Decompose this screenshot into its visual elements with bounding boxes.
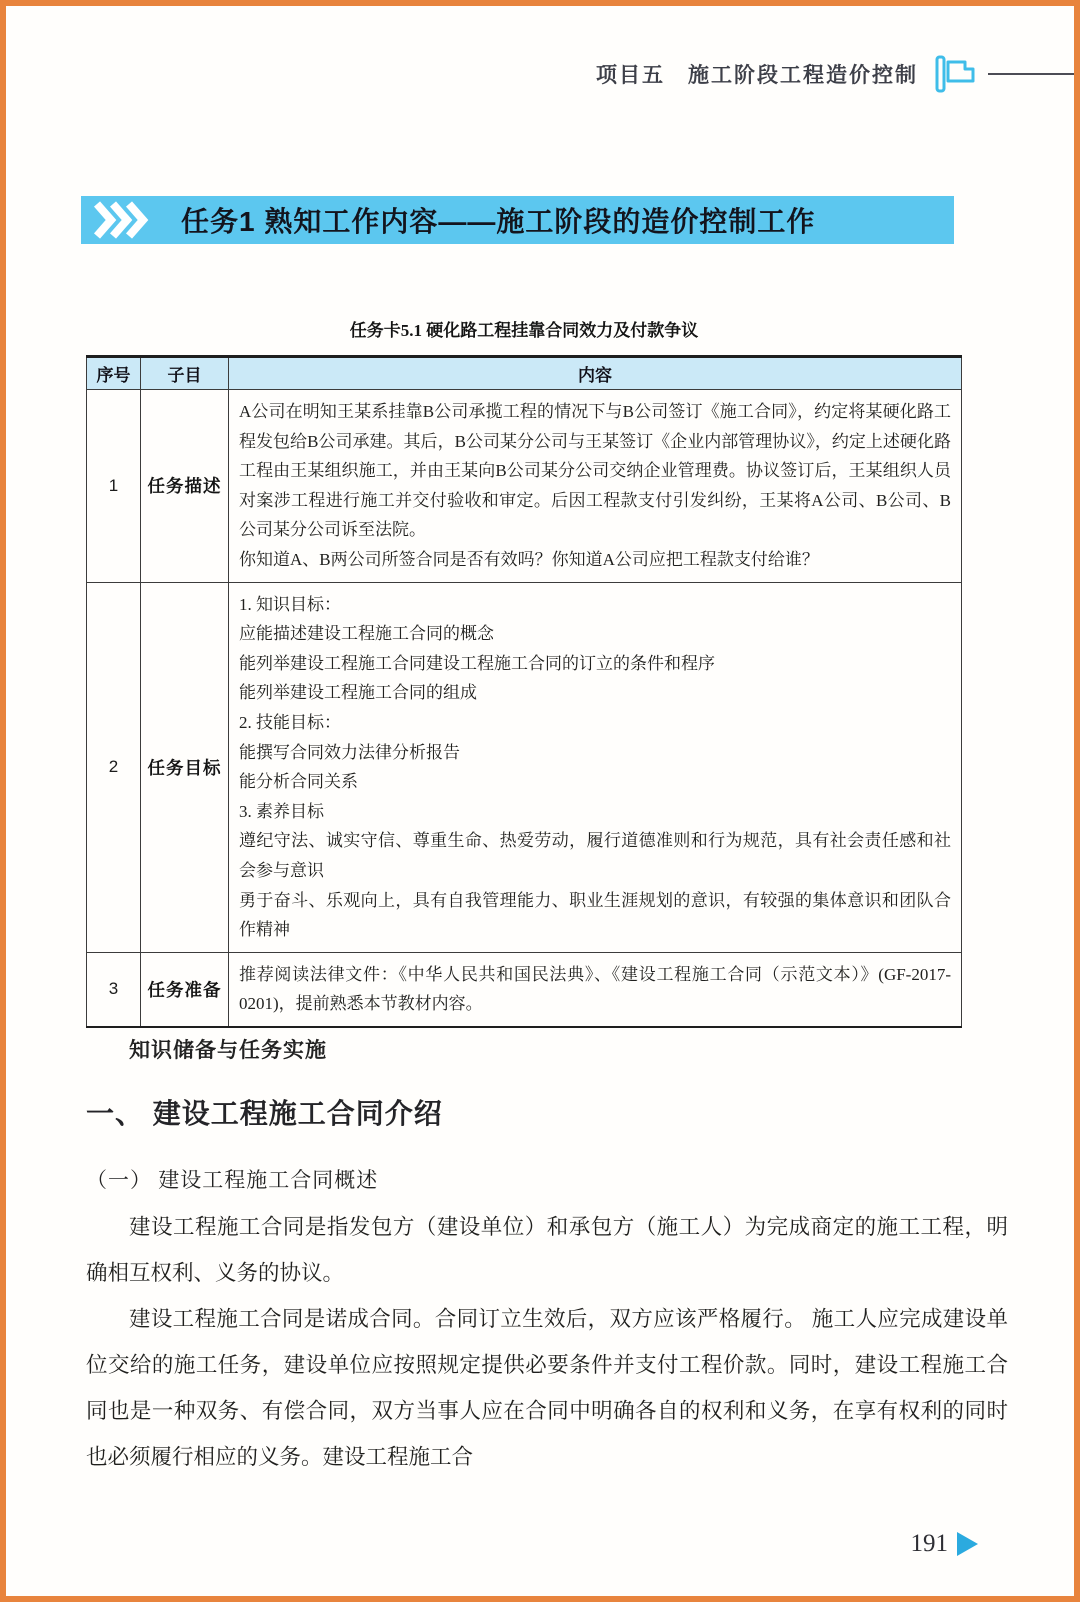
table-caption: 任务卡5.1 硬化路工程挂靠合同效力及付款争议: [349, 321, 699, 340]
content-paragraph: 能列举建设工程施工合同建设工程施工合同的订立的条件和程序: [239, 653, 715, 673]
content-paragraph: 勇于奋斗、乐观向上，具有自我管理能力、职业生涯规划的意识，有较强的集体意识和团队合作精神: [239, 890, 951, 940]
content-paragraph: 2. 技能目标：: [239, 712, 341, 732]
content-paragraph: 推荐阅读法律文件：《中华人民共和国民法典》、《建设工程施工合同（示范文本）》(GF-2017-0201)，提前熟悉本节教材内容。: [239, 964, 951, 1014]
running-head: [596, 54, 1074, 94]
column-header-item: 子目: [141, 357, 229, 390]
section-heading-1: 一、 建设工程施工合同介绍: [86, 1098, 443, 1129]
row-number: 2: [87, 582, 141, 952]
body-paragraph: 建设工程施工合同是诺成合同。合同订立生效后，双方应该严格履行。 施工人应完成建设单位交给的施工任务，建设单位应按照规定提供必要条件并支付工程价款。同时，建设工程施工合同也是一种双务、有偿合同，双方当事人应在合同中明确各自的权利和义务，在享有权利的同时也必须履行相应的义务。建设工程施工合: [86, 1307, 1008, 1469]
content-paragraph: 1. 知识目标：: [239, 594, 341, 614]
content-paragraph: 能撰写合同效力法律分析报告: [239, 742, 460, 762]
body-text: [86, 1204, 1008, 1480]
knowledge-section-heading: 知识储备与任务实施: [129, 1039, 327, 1062]
task-banner-title: 任务1 熟知工作内容——施工阶段的造价控制工作: [181, 206, 816, 237]
row-content: [229, 582, 962, 952]
table-row: [87, 582, 962, 952]
table-row: [87, 952, 962, 1027]
content-paragraph: 你知道A、B两公司所签合同是否有效吗？你知道A公司应把工程款支付给谁？: [239, 549, 819, 569]
task-banner: [81, 196, 954, 244]
row-content: [229, 952, 962, 1027]
content-paragraph: A公司在明知王某系挂靠B公司承揽工程的情况下与B公司签订《施工合同》，约定将某硬化路工程发包给B公司承建。其后，B公司某分公司与王某签订《企业内部管理协议》，约定上述硬化路工程由王某组织施工，并由王某向B公司某分公司交纳企业管理费。协议签订后，王某组织人员对案涉工程进行施工并交付验收和审定。后因工程款支付引发纠纷，王某将A公司、B公司、B公司某分公司诉至法院。: [239, 402, 951, 540]
row-item: 任务描述: [141, 390, 229, 583]
row-number: 1: [87, 390, 141, 583]
table-row: [87, 390, 962, 583]
header-rule: [988, 73, 1074, 75]
row-number: 3: [87, 952, 141, 1027]
row-item: 任务准备: [141, 952, 229, 1027]
row-item: 任务目标: [141, 582, 229, 952]
content-paragraph: 3. 素养目标: [239, 801, 324, 821]
page-number-triangle-icon: [957, 1532, 978, 1556]
column-header-content: 内容: [229, 357, 962, 390]
chevron-arrows-icon: [93, 200, 157, 240]
content-paragraph: 能分析合同关系: [239, 772, 358, 792]
content-paragraph: 遵纪守法、诚实守信、尊重生命、热爱劳动，履行道德准则和行为规范，具有社会责任感和社会参与意识: [239, 831, 951, 880]
section-heading-2: （一） 建设工程施工合同概述: [86, 1168, 379, 1192]
task-card-table: [86, 355, 962, 1028]
content-paragraph: 应能描述建设工程施工合同的概念: [239, 624, 494, 644]
content-paragraph: 能列举建设工程施工合同的组成: [239, 683, 477, 703]
body-paragraph: 建设工程施工合同是指发包方（建设单位）和承包方（施工人）为完成商定的施工工程，明确相互权利、义务的协议。: [86, 1215, 1008, 1285]
table-header-row: [87, 357, 962, 390]
flag-icon: [934, 53, 976, 95]
page-number: 191: [910, 1530, 948, 1557]
row-content: [229, 390, 962, 583]
column-header-no: 序号: [87, 357, 141, 390]
chapter-title: 项目五 施工阶段工程造价控制: [596, 64, 918, 87]
page-footer: [911, 1530, 979, 1558]
